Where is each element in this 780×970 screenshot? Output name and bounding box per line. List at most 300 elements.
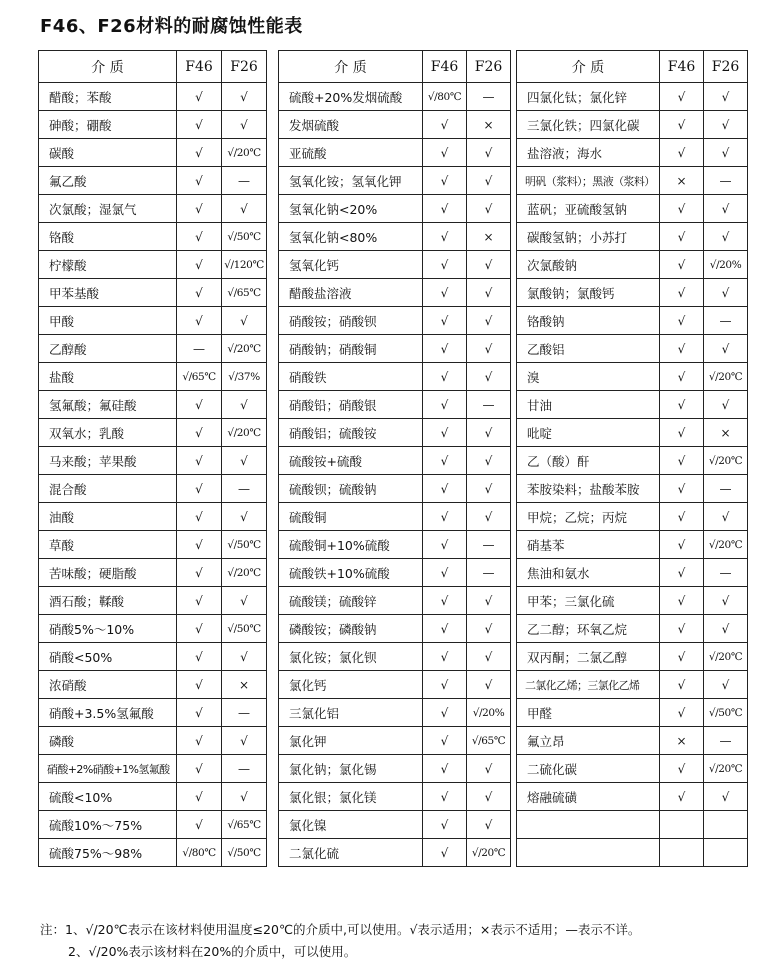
f46-cell: √/80℃ (423, 83, 467, 111)
medium-cell: 油酸 (39, 503, 177, 531)
medium-cell: 熔融硫磺 (517, 783, 660, 811)
medium-cell: 酒石酸；鞣酸 (39, 587, 177, 615)
medium-cell: 硫酸铁+10%硫酸 (279, 559, 423, 587)
f26-cell: √/65℃ (222, 279, 267, 307)
f46-cell: √ (423, 839, 467, 867)
medium-cell: 混合酸 (39, 475, 177, 503)
f26-cell: √ (467, 475, 511, 503)
table-row (279, 279, 511, 307)
medium-cell: 三氯化铁；四氯化碳 (517, 111, 660, 139)
f46-cell: √ (423, 111, 467, 139)
table-row (517, 559, 748, 587)
f26-cell: √/20℃ (704, 755, 748, 783)
f26-cell: √ (222, 391, 267, 419)
table-row (39, 531, 267, 559)
medium-cell: 硫酸镁；硫酸锌 (279, 587, 423, 615)
header-medium: 介 质 (517, 51, 660, 83)
medium-cell: 硫酸铜 (279, 503, 423, 531)
medium-cell: 氢氧化钠<20% (279, 195, 423, 223)
f26-cell: √ (222, 783, 267, 811)
header-row (39, 51, 267, 83)
medium-cell: 硝酸铅；硝酸银 (279, 391, 423, 419)
table-row (517, 111, 748, 139)
table-row (517, 335, 748, 363)
f26-cell: √/20℃ (222, 335, 267, 363)
f46-cell: √ (423, 447, 467, 475)
medium-cell: 硝酸铵；硝酸钡 (279, 307, 423, 335)
f46-cell: √ (177, 671, 222, 699)
table-row (517, 839, 748, 867)
medium-cell: 氢氧化钠<80% (279, 223, 423, 251)
f46-cell: √ (177, 223, 222, 251)
f46-cell: √ (660, 615, 704, 643)
f46-cell: — (177, 335, 222, 363)
medium-cell: 碳酸 (39, 139, 177, 167)
table-row (279, 475, 511, 503)
medium-cell: 溴 (517, 363, 660, 391)
f26-cell: — (222, 755, 267, 783)
f46-cell: √ (177, 419, 222, 447)
table-row (279, 195, 511, 223)
f46-cell: √ (177, 447, 222, 475)
f46-cell: √ (177, 755, 222, 783)
f26-cell: √ (467, 279, 511, 307)
medium-cell: 吡啶 (517, 419, 660, 447)
table-row (517, 671, 748, 699)
f46-cell: √ (177, 811, 222, 839)
table-row (39, 447, 267, 475)
table-row (39, 727, 267, 755)
f26-cell: √ (704, 783, 748, 811)
table-row (279, 811, 511, 839)
table-row (39, 223, 267, 251)
medium-cell: 二硫化碳 (517, 755, 660, 783)
f46-cell: √ (423, 363, 467, 391)
table-row (39, 195, 267, 223)
f46-cell: √ (660, 559, 704, 587)
header-f46: F46 (423, 51, 467, 83)
f46-cell: √ (660, 503, 704, 531)
header-medium: 介 质 (39, 51, 177, 83)
header-medium: 介 质 (279, 51, 423, 83)
f26-cell: × (467, 223, 511, 251)
table-row (279, 167, 511, 195)
corrosion-table-2 (278, 50, 511, 867)
f26-cell: √ (467, 419, 511, 447)
f26-cell: √ (467, 363, 511, 391)
medium-cell: 双丙酮；二氯乙醇 (517, 643, 660, 671)
table-row (39, 363, 267, 391)
f46-cell: √ (423, 279, 467, 307)
table-row (279, 335, 511, 363)
medium-cell: 硝酸钠；硝酸铜 (279, 335, 423, 363)
f46-cell: √ (177, 587, 222, 615)
medium-cell: 硫酸10%～75% (39, 811, 177, 839)
table-row (39, 615, 267, 643)
f26-cell: √ (467, 307, 511, 335)
table-row (517, 251, 748, 279)
f26-cell: — (704, 727, 748, 755)
table-row (39, 503, 267, 531)
f26-cell: — (467, 559, 511, 587)
medium-cell: 次氯酸；湿氯气 (39, 195, 177, 223)
medium-cell: 乙醇酸 (39, 335, 177, 363)
f26-cell: √/20℃ (704, 531, 748, 559)
f46-cell: √ (660, 363, 704, 391)
table-row (517, 755, 748, 783)
table-row (279, 503, 511, 531)
f46-cell: √ (660, 195, 704, 223)
f26-cell: √/50℃ (704, 699, 748, 727)
f26-cell: √ (222, 307, 267, 335)
f46-cell: × (660, 167, 704, 195)
f46-cell: √ (423, 223, 467, 251)
f46-cell: √ (177, 83, 222, 111)
f26-cell: √/20℃ (467, 839, 511, 867)
table-row (279, 559, 511, 587)
medium-cell: 柠檬酸 (39, 251, 177, 279)
table-row (279, 139, 511, 167)
table-row (279, 531, 511, 559)
f46-cell: √ (177, 615, 222, 643)
f46-cell: √ (423, 671, 467, 699)
f26-cell: √ (467, 671, 511, 699)
f46-cell: √ (177, 559, 222, 587)
f46-cell: √ (177, 139, 222, 167)
table-row (517, 615, 748, 643)
f26-cell: √ (467, 783, 511, 811)
medium-cell: 发烟硫酸 (279, 111, 423, 139)
table-row (39, 279, 267, 307)
f26-cell: √/50℃ (222, 223, 267, 251)
table-row (39, 671, 267, 699)
f46-cell: √ (660, 83, 704, 111)
medium-cell: 硝酸铁 (279, 363, 423, 391)
f26-cell: √/20℃ (704, 447, 748, 475)
table-row (39, 643, 267, 671)
f46-cell: √ (660, 643, 704, 671)
f26-cell: √ (704, 587, 748, 615)
table-row (279, 251, 511, 279)
f26-cell: √/20℃ (704, 643, 748, 671)
header-row (517, 51, 748, 83)
note-1: 注：1、√/20℃表示在该材料使用温度≤20℃的介质中,可以使用。√表示适用；×表示不适用；—表示不详。 (40, 922, 641, 937)
table-row (517, 531, 748, 559)
f26-cell: — (704, 559, 748, 587)
f26-cell: √ (467, 167, 511, 195)
f26-cell: × (222, 671, 267, 699)
medium-cell: 氟立昂 (517, 727, 660, 755)
f26-cell: √/65℃ (467, 727, 511, 755)
f26-cell: — (467, 531, 511, 559)
f46-cell: √ (177, 307, 222, 335)
medium-cell: 焦油和氨水 (517, 559, 660, 587)
f26-cell: — (222, 475, 267, 503)
f26-cell: √ (704, 279, 748, 307)
f46-cell: √ (177, 727, 222, 755)
f46-cell: √ (660, 391, 704, 419)
table-row (517, 167, 748, 195)
f26-cell: √ (467, 195, 511, 223)
table-row (279, 839, 511, 867)
f46-cell: √ (660, 335, 704, 363)
table-row (517, 419, 748, 447)
f26-cell: √ (222, 83, 267, 111)
f26-cell: √/37% (222, 363, 267, 391)
f26-cell: √ (467, 447, 511, 475)
medium-cell: 甲烷；乙烷；丙烷 (517, 503, 660, 531)
f46-cell (660, 811, 704, 839)
f26-cell: √ (222, 503, 267, 531)
medium-cell: 双氧水；乳酸 (39, 419, 177, 447)
f26-cell: √/50℃ (222, 531, 267, 559)
f46-cell: √ (660, 671, 704, 699)
f26-cell: — (704, 475, 748, 503)
f46-cell: √ (423, 419, 467, 447)
f26-cell: √ (467, 503, 511, 531)
f26-cell: √ (467, 251, 511, 279)
table-row (517, 727, 748, 755)
f46-cell: × (660, 727, 704, 755)
f26-cell: √/20℃ (704, 363, 748, 391)
table-row (39, 811, 267, 839)
table-row (517, 503, 748, 531)
medium-cell: 铬酸 (39, 223, 177, 251)
f26-cell: √ (467, 615, 511, 643)
table-row (39, 755, 267, 783)
f46-cell: √ (177, 783, 222, 811)
table-row (279, 755, 511, 783)
table-row (39, 251, 267, 279)
f26-cell: √ (704, 195, 748, 223)
table-row (517, 279, 748, 307)
medium-cell: 氯化铵；氯化钡 (279, 643, 423, 671)
table-row (39, 83, 267, 111)
f26-cell: × (467, 111, 511, 139)
f26-cell: √ (222, 587, 267, 615)
f46-cell: √ (660, 307, 704, 335)
table-row (279, 615, 511, 643)
medium-cell: 硫酸75%～98% (39, 839, 177, 867)
f26-cell (704, 811, 748, 839)
medium-cell: 甘油 (517, 391, 660, 419)
f26-cell: √/20℃ (222, 139, 267, 167)
f26-cell: √ (467, 643, 511, 671)
f26-cell: — (704, 167, 748, 195)
table-row (279, 587, 511, 615)
table-row (279, 783, 511, 811)
medium-cell: 磷酸铵；磷酸钠 (279, 615, 423, 643)
f46-cell: √ (423, 783, 467, 811)
medium-cell: 氢氟酸；氟硅酸 (39, 391, 177, 419)
table-row (279, 111, 511, 139)
medium-cell: 硝酸5%～10% (39, 615, 177, 643)
medium-cell: 氟乙酸 (39, 167, 177, 195)
medium-cell: 甲苯基酸 (39, 279, 177, 307)
f46-cell: √ (423, 391, 467, 419)
table-row (39, 699, 267, 727)
medium-cell: 盐酸 (39, 363, 177, 391)
table-row (39, 419, 267, 447)
f46-cell: √ (423, 811, 467, 839)
f26-cell: √ (222, 643, 267, 671)
medium-cell: 氯化钾 (279, 727, 423, 755)
f26-cell: √ (704, 671, 748, 699)
f46-cell: √ (423, 307, 467, 335)
f26-cell: √ (704, 223, 748, 251)
f46-cell: √ (423, 699, 467, 727)
f46-cell: √ (177, 531, 222, 559)
f46-cell: √ (423, 643, 467, 671)
table-row (39, 783, 267, 811)
medium-cell: 硫酸铜+10%硫酸 (279, 531, 423, 559)
header-f26: F26 (222, 51, 267, 83)
medium-cell: 醋酸盐溶液 (279, 279, 423, 307)
medium-cell: 甲醛 (517, 699, 660, 727)
table-row (517, 391, 748, 419)
f26-cell: √ (222, 447, 267, 475)
medium-cell (517, 839, 660, 867)
table-row (279, 419, 511, 447)
table-row (39, 335, 267, 363)
f26-cell: — (467, 391, 511, 419)
page-title: F46、F26材料的耐腐蚀性能表 (40, 16, 303, 37)
medium-cell: 磷酸 (39, 727, 177, 755)
medium-cell: 苦味酸；硬脂酸 (39, 559, 177, 587)
note-2: 2、√/20%表示该材料在20%的介质中，可以使用。 (68, 944, 357, 959)
f46-cell: √ (660, 755, 704, 783)
f46-cell: √ (660, 139, 704, 167)
f46-cell: √ (177, 167, 222, 195)
f26-cell: √/120℃ (222, 251, 267, 279)
medium-cell: 硝基苯 (517, 531, 660, 559)
medium-cell: 次氯酸钠 (517, 251, 660, 279)
f46-cell: √ (660, 223, 704, 251)
corrosion-table-1 (38, 50, 267, 867)
table-row (517, 447, 748, 475)
medium-cell: 蓝矾；亚硫酸氢钠 (517, 195, 660, 223)
table-row (279, 83, 511, 111)
f46-cell: √ (177, 475, 222, 503)
f26-cell: √ (467, 811, 511, 839)
f46-cell: √ (660, 111, 704, 139)
table-row (39, 559, 267, 587)
f26-cell: √ (467, 755, 511, 783)
table-row (39, 587, 267, 615)
table-row (517, 139, 748, 167)
table-row (279, 391, 511, 419)
header-f26: F26 (467, 51, 511, 83)
medium-cell: 乙酸铝 (517, 335, 660, 363)
f46-cell: √ (423, 531, 467, 559)
f46-cell: √ (177, 391, 222, 419)
table-row (279, 671, 511, 699)
table-row (517, 783, 748, 811)
f26-cell: √ (704, 615, 748, 643)
table-row (39, 167, 267, 195)
medium-cell: 硫酸+20%发烟硫酸 (279, 83, 423, 111)
f26-cell: √/65℃ (222, 811, 267, 839)
f26-cell: √/50℃ (222, 615, 267, 643)
table-row (517, 475, 748, 503)
f26-cell: × (704, 419, 748, 447)
f46-cell: √ (423, 727, 467, 755)
table-row (517, 307, 748, 335)
medium-cell: 四氯化钛；氯化锌 (517, 83, 660, 111)
table-row (39, 307, 267, 335)
medium-cell: 硝酸<50% (39, 643, 177, 671)
f46-cell: √ (423, 139, 467, 167)
f46-cell: √ (660, 447, 704, 475)
medium-cell: 氯化钠；氯化锡 (279, 755, 423, 783)
f46-cell: √ (177, 111, 222, 139)
table-row (39, 111, 267, 139)
f26-cell: √ (222, 727, 267, 755)
f46-cell: √ (660, 699, 704, 727)
table-row (517, 195, 748, 223)
f26-cell: √ (222, 111, 267, 139)
medium-cell: 亚硫酸 (279, 139, 423, 167)
table-row (279, 727, 511, 755)
f26-cell: — (704, 307, 748, 335)
f46-cell: √ (423, 335, 467, 363)
f46-cell: √ (423, 195, 467, 223)
f46-cell: √ (660, 587, 704, 615)
header-f46: F46 (177, 51, 222, 83)
f46-cell: √ (177, 699, 222, 727)
f46-cell: √ (660, 279, 704, 307)
medium-cell: 氯化镍 (279, 811, 423, 839)
medium-cell: 草酸 (39, 531, 177, 559)
medium-cell (517, 811, 660, 839)
f26-cell: √ (704, 335, 748, 363)
medium-cell: 乙二醇；环氧乙烷 (517, 615, 660, 643)
f26-cell: √ (467, 139, 511, 167)
f46-cell: √ (423, 615, 467, 643)
f46-cell: √ (423, 475, 467, 503)
medium-cell: 乙（酸）酐 (517, 447, 660, 475)
medium-cell: 氯化钙 (279, 671, 423, 699)
f46-cell: √ (660, 251, 704, 279)
f46-cell: √/80℃ (177, 839, 222, 867)
medium-cell: 氯化银；氯化镁 (279, 783, 423, 811)
f26-cell: √ (467, 587, 511, 615)
f26-cell: — (467, 83, 511, 111)
medium-cell: 二氯化乙烯；三氯化乙烯 (517, 671, 660, 699)
f26-cell: √ (704, 111, 748, 139)
table-row (279, 363, 511, 391)
medium-cell: 硝酸+2%硝酸+1%氢氟酸 (39, 755, 177, 783)
f46-cell: √ (423, 503, 467, 531)
table-row (279, 699, 511, 727)
table-row (517, 587, 748, 615)
f46-cell: √ (660, 531, 704, 559)
table-row (279, 643, 511, 671)
medium-cell: 氢氧化钙 (279, 251, 423, 279)
f46-cell: √ (177, 503, 222, 531)
table-row (517, 643, 748, 671)
medium-cell: 盐溶液；海水 (517, 139, 660, 167)
medium-cell: 二氯化硫 (279, 839, 423, 867)
medium-cell: 醋酸；苯酸 (39, 83, 177, 111)
medium-cell: 甲酸 (39, 307, 177, 335)
table-row (517, 223, 748, 251)
f46-cell: √/65℃ (177, 363, 222, 391)
medium-cell: 硝酸铝；硫酸铵 (279, 419, 423, 447)
f26-cell: √ (704, 83, 748, 111)
f26-cell: √ (704, 139, 748, 167)
table-row (39, 139, 267, 167)
